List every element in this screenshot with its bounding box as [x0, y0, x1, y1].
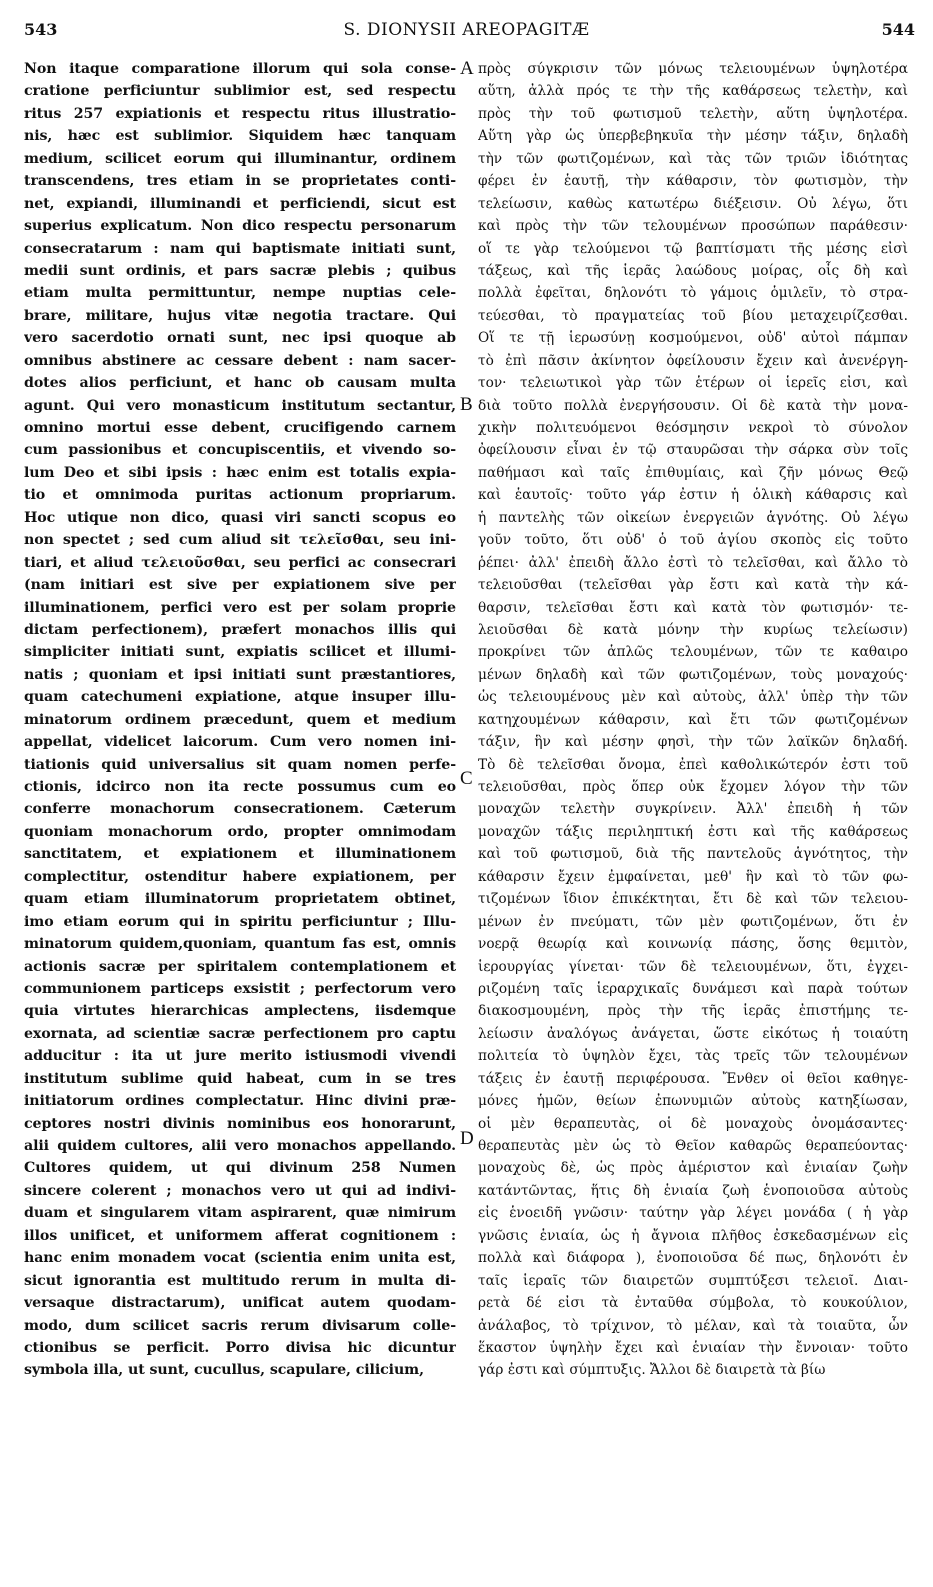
latin-text-line: non spectet ; sed cum aliud sit τελεῖσθαι, seu ini-	[24, 532, 456, 549]
greek-text-line: πολλὰ ἐφεῖται, δηλονότι τὸ γάμοις ὁμιλεῖν, τὸ στρα-	[478, 285, 908, 302]
greek-text-line: διακοσμουμένη, πρὸς τὴν τῆς ἱερᾶς ἐπιστήμης τε-	[478, 1003, 908, 1020]
latin-text-line: tiationis quid universalius sit quam nomen perfe-	[24, 756, 456, 773]
latin-text-line: actionis sacræ per spiritalem contemplationem et	[24, 958, 456, 975]
greek-text-line: χικὴν πολιτευόμενοι θεόσμησιν νεκροὶ τὸ σύνολον	[478, 420, 908, 436]
greek-text-line: θαρσιν, τελεῖσθαι ἔστι καὶ κατὰ τὸν φωτισμόν· τε-	[478, 599, 908, 616]
latin-text-line: cratione perficiuntur sublimior est, sed respectu	[24, 83, 456, 100]
greek-text-line: ῥέπει· ἀλλ' ἐπειδὴ ἄλλο ἐστὶ τὸ τελεῖσθαι, καὶ ἄλλο τὸ	[478, 554, 908, 571]
latin-text-line: initiatorum ordines complectatur. Hinc divini præ-	[24, 1093, 456, 1110]
greek-text-line: τον· τελειωτικοὶ γὰρ τῶν ἑτέρων οἱ ἱερεῖς εἰσι, καὶ	[478, 375, 908, 392]
greek-text-line: τελειοῦσθαι, πρὸς ὅπερ οὐκ ἔχομεν λόγον τὴν τῶν	[478, 779, 908, 795]
latin-text-line: simpliciter initiati sunt, expiatis scilicet et illumi-	[24, 644, 456, 661]
greek-text-line: μόνες ἡμῶν, θείων ἐπωνυμιῶν αὐτοὺς κατηξίωσαν,	[478, 1093, 908, 1110]
greek-text-line: ἀνάλαβος, τὸ τρίχινον, τὸ μέλαν, καὶ τὰ τοιαῦτα, ὧν	[478, 1317, 908, 1334]
greek-text-line: καὶ ἑαυτοῖς· τοῦτο γάρ ἐστιν ἡ ὁλικὴ κάθαρσις καὶ	[478, 487, 908, 504]
latin-text-line: (nam initiari est sive per expiationem sive per	[24, 577, 456, 594]
latin-text-line: quam etiam illuminatorum proprietatem obtinet,	[24, 891, 456, 908]
greek-text-line: κατάντῶντας, ἥτις δὴ ἑνιαία ζωὴ ἑνοποιοῦσα αὐτοὺς	[478, 1182, 908, 1199]
greek-text-line: πολλὰ καὶ διάφορα ), ἑνοποιοῦσα δέ πως, δηλονότι ἐν	[478, 1250, 908, 1267]
latin-text-line: hanc enim monadem vocat (scientia enim unita est,	[24, 1250, 456, 1267]
greek-text-line: καὶ πρὸς τὴν τῶν τελουμένων προσώπων παράθεσιν·	[478, 218, 908, 235]
latin-text-line: omnino mortui esse debent, crucifigendo carnem	[24, 420, 456, 436]
page-number-right: 544	[881, 20, 915, 39]
greek-text-line: γνῶσις ἑνιαία, ὡς ἡ ἄγνοια πλῆθος ἐσκεδασμένων εἰς	[478, 1227, 908, 1244]
latin-text-line: sicut ignorantia est multitudo rerum in multa di-	[24, 1272, 456, 1289]
greek-text-line: τελειοῦσθαι (τελεῖσθαι γὰρ ἔστι καὶ κατὰ τὴν κά-	[478, 577, 908, 594]
greek-text-line: παθήμασι καὶ ταῖς ἐπιθυμίαις, καὶ ζῆν μόνως Θεῷ	[478, 464, 908, 481]
greek-text-line: μοναχῶν τελετὴν συγκρίνειν. Ἀλλ' ἐπειδὴ ἡ τῶν	[478, 801, 908, 818]
latin-text-line: cum passionibus et concupiscentiis, et vivendo so-	[24, 442, 456, 459]
latin-text-line: dictam perfectionem), præfert monachos illis qui	[24, 621, 456, 638]
greek-text-line: μένων δηλαδὴ καὶ τῶν φωτιζομένων, τοὺς μοναχούς·	[478, 666, 908, 683]
margin-mark-d: D	[460, 1128, 474, 1149]
latin-text-line: modo, dum scilicet sacris rerum divisarum colle-	[24, 1317, 456, 1334]
latin-text-line: sanctitatem, et expiationem et illuminationem	[24, 846, 456, 863]
latin-text-line: complectitur, ostenditur habere expiationem, per	[24, 868, 456, 885]
latin-text-line: adducitur : ita ut jure merito istiusmodi vivendi	[24, 1048, 456, 1065]
greek-text-line: οἵ τε γὰρ τελούμενοι τῷ βαπτίσματι τῆς μέσης εἰσὶ	[478, 240, 908, 257]
latin-text-line: Non itaque comparatione illorum qui sola conse-	[24, 61, 456, 77]
greek-text-line: μοναχοὺς δὲ, ὡς πρὸς ἀμέριστον καὶ ἑνιαίαν ζωὴν	[478, 1160, 908, 1177]
greek-text-line: τελείωσιν, καθὼς κατωτέρω διέξεισιν. Οὐ λέγω, ὅτι	[478, 195, 908, 212]
greek-text-line: γοῦν τοῦτο, ὅτι οὐδ' ὁ τοῦ ἁγίου σκοπὸς εἰς τοῦτο	[478, 532, 908, 549]
latin-column	[24, 58, 456, 1382]
latin-text-line: quoniam monachorum ordo, propter omnimodam	[24, 823, 456, 840]
latin-text-line: lum Deo et sibi ipsis : hæc enim est totalis expia-	[24, 464, 456, 481]
greek-text-line: καὶ τοῦ φωτισμοῦ, διὰ τῆς παντελοῦς ἁγνότητος, τὴν	[478, 846, 908, 863]
page-number-left: 543	[24, 20, 58, 39]
latin-text-line: sincere colerent ; monachos vero ut qui ad indivi-	[24, 1182, 456, 1199]
latin-text-line: illos unificet, et uniformem afferat cognitionem :	[24, 1227, 456, 1244]
latin-text-line: imo etiam eorum qui in spiritu perficiuntur ; Illu-	[24, 913, 456, 930]
greek-text-line: ὀφείλουσιν εἶναι ἐν τῷ σταυρῶσαι τὴν σάρκα σὺν τοῖς	[478, 442, 908, 459]
greek-text-line: ὡς τελειουμένους μὲν καὶ αὐτοὺς, ἀλλ' ὑπὲρ τὴν τῶν	[478, 689, 908, 706]
latin-text-line: minatorum ordinem præcedunt, quem et medium	[24, 711, 456, 728]
latin-text-line: alii quidem cultores, alii vero monachos appellando.	[24, 1138, 456, 1154]
latin-text-line: appellat, videlicet laicorum. Cum vero nomen ini-	[24, 734, 456, 751]
latin-text-line: communionem particeps exsistit ; perfectorum vero	[24, 980, 456, 997]
latin-text-line: brare, militare, hujus vitæ negotia tractare. Qui	[24, 307, 456, 324]
greek-text-line: ριζομένη ταῖς ἱεραρχικαῖς δυνάμεσι καὶ παρὰ τούτων	[478, 980, 908, 997]
latin-text-line: transcendens, tres etiam in se proprietates conti-	[24, 173, 456, 190]
greek-text-line: γάρ ἐστι καὶ σύμπτυξις. Ἄλλοι δὲ διαιρετὰ τὰ βίω	[478, 1362, 826, 1379]
greek-text-line: τὴν τῶν φωτιζομένων, καὶ τὰς τῶν τριῶν ἰδιότητας	[478, 150, 908, 167]
latin-text-line: net, expiandi, illuminandi et perficiendi, sicut est	[24, 195, 456, 212]
margin-mark-c: C	[460, 768, 473, 789]
latin-text-line: tio et omnimoda puritas actionum propriarum.	[24, 487, 456, 504]
greek-text-line: οἱ μὲν θεραπευτὰς, οἱ δὲ μοναχοὺς ὀνομάσαντες·	[478, 1115, 908, 1132]
greek-text-line: τεύεσθαι, τὸ πραγματείας τοῦ βίου μεταχειρίζεσθαι.	[478, 307, 908, 324]
greek-text-line: τιζομένων ἴδιον ἐπικέκτηται, ἔτι δὲ καὶ τῶν τελειου-	[478, 891, 908, 908]
greek-text-line: θεραπευτὰς μὲν ὡς τὸ Θεῖον καθαρῶς θεραπεύοντας·	[478, 1138, 908, 1154]
greek-text-line: διὰ τοῦτο πολλὰ ἐνεργήσουσιν. Οἱ δὲ κατὰ τὴν μονα-	[478, 397, 908, 414]
latin-text-line: natis ; quoniam et ipsi initiati sunt præstantiores,	[24, 666, 456, 683]
greek-text-line: τάξιν, ἣν καὶ μέσην φησὶ, τὴν τῶν λαϊκῶν δηλαδή.	[478, 734, 908, 751]
margin-mark-a: A	[460, 58, 474, 79]
latin-text-line: institutum sublime quid habeat, cum in se tres	[24, 1070, 456, 1087]
greek-text-line: Οἵ τε τῇ ἱερωσύνῃ κοσμούμενοι, οὐδ' αὐτοὶ πάμπαν	[478, 330, 908, 347]
greek-text-line: μοναχῶν τάξις περιληπτική ἐστι καὶ τῆς καθάρσεως	[478, 823, 908, 840]
greek-text-line: κατηχουμένων κάθαρσιν, καὶ ἔτι τῶν φωτιζομένων	[478, 711, 908, 728]
greek-column	[478, 58, 908, 1382]
greek-text-line: Τὸ δὲ τελεῖσθαι ὄνομα, ἐπεὶ καθολικώτερόν ἐστι τοῦ	[478, 756, 908, 773]
latin-text-line: superius explicatum. Non dico respectu personarum	[24, 218, 456, 235]
greek-text-line: λείωσιν ἀναλόγως ἀνάγεται, ὥστε εἰκότως ἡ τοιαύτη	[478, 1025, 908, 1042]
latin-text-line: nis, hæc est sublimior. Siquidem hæc tanquam	[24, 128, 456, 145]
latin-text-line: tiari, et aliud τελειοῦσθαι, seu perfici ac consecrari	[24, 554, 456, 571]
latin-text-line: etiam multa permittuntur, nempe nuptias cele-	[24, 285, 456, 302]
greek-text-line: μένων ἐν πνεύματι, τῶν μὲν φωτιζομένων, ὅτι ἐν	[478, 913, 908, 930]
latin-text-line: medium, scilicet eorum qui illuminantur, ordinem	[24, 150, 456, 167]
latin-text-line: consecratarum : nam qui baptismate initiati sunt,	[24, 240, 456, 257]
greek-text-line: Αὕτη γὰρ ὡς ὑπερβεβηκυῖα τὴν μέσην τάξιν, δηλαδὴ	[478, 128, 908, 145]
greek-text-line: ἱερουργίας γίνεται· τῶν δὲ τελειουμένων, ὅτι, ἐγχει-	[478, 958, 908, 975]
margin-mark-b: B	[460, 394, 473, 415]
greek-text-line: πολιτεία τὸ ὑψηλὸν ἔχει, τὰς τρεῖς τῶν τελουμένων	[478, 1048, 908, 1065]
greek-text-line: προκρίνει τῶν ἁπλῶς τελουμένων, τῶν τε καθαιρο	[478, 644, 908, 661]
latin-text-line: medii sunt ordinis, et pars sacræ plebis ; quibus	[24, 262, 456, 279]
latin-text-line: quam catechumeni expiatione, atque insuper illu-	[24, 689, 456, 706]
latin-text-line: conferre monachorum consecrationem. Cæterum	[24, 801, 456, 818]
greek-text-line: ἡ παντελὴς τῶν οἰκείων ἐνεργειῶν ἁγνότης. Οὐ λέγω	[478, 509, 908, 526]
latin-text-line: vero sacerdotio ornati sunt, nec ipsi quoque ab	[24, 330, 456, 347]
greek-text-line: τάξεως, καὶ τῆς ἱερᾶς λαώδους μοίρας, οἷς δὴ καὶ	[478, 262, 908, 279]
greek-text-line: ταῖς ἱεραῖς τῶν διαιρετῶν συμπτύξεσι τελειοῖ. Διαι-	[478, 1272, 908, 1289]
greek-text-line: πρὸς σύγκρισιν τῶν μόνως τελειουμένων ὑψηλοτέρα	[478, 61, 908, 77]
greek-text-line: φέρει ἐν ἑαυτῇ, τὴν κάθαρσιν, τὸν φωτισμὸν, τὴν	[478, 173, 908, 190]
latin-text-line: illuminationem, perfici vero est per solam proprie	[24, 599, 456, 616]
latin-text-line: ctionis, idcirco non ita recte possumus cum eo	[24, 779, 456, 795]
latin-text-line: Hoc utique non dico, quasi viri sancti scopus eo	[24, 509, 456, 526]
latin-text-line: quia virtutes hierarchicas amplectens, iisdemque	[24, 1003, 456, 1020]
page-header	[0, 20, 933, 46]
latin-text-line: minatorum quidem,quoniam, quantum fas est, omnis	[24, 936, 456, 953]
latin-text-line: symbola illa, ut sunt, cucullus, scapulare, cilicium,	[24, 1362, 424, 1379]
latin-text-line: ceptores nostri divinis nominibus eos honorarunt,	[24, 1115, 456, 1132]
latin-text-line: exornata, ad scientiæ sacræ perfectionem pro captu	[24, 1025, 456, 1042]
latin-text-line: omnibus abstinere ac cessare debent : nam sacer-	[24, 352, 456, 369]
greek-text-line: ρετὰ δέ εἰσι τὰ ἐνταῦθα σύμβολα, τὸ κουκούλιον,	[478, 1295, 908, 1312]
greek-text-line: τάξεις ἐν ἑαυτῇ περιφέρουσα. Ἔνθεν οἱ θεῖοι καθηγε-	[478, 1070, 908, 1087]
latin-text-line: versaque distractarum), unificat autem quodam-	[24, 1295, 456, 1312]
latin-text-line: dotes alios perficiunt, et hanc ob causam multa	[24, 375, 456, 392]
latin-text-line: Cultores quidem, ut qui divinum 258 Numen	[24, 1160, 456, 1177]
greek-text-line: ἕκαστον ὑψηλὴν ἔχει καὶ ἑνιαίαν τὴν ἔννοιαν· τοῦτο	[478, 1339, 908, 1356]
greek-text-line: λειοῦσθαι δὲ κατὰ μόνην τὴν κυρίως τελείωσιν)	[478, 621, 908, 638]
greek-text-line: αὕτη, ἀλλὰ πρός τε τὴν τῆς καθάρσεως τελετὴν, καὶ	[478, 83, 908, 100]
latin-text-line: duam et singularem vitam aspirarent, quæ nimirum	[24, 1205, 456, 1222]
greek-text-line: νοερᾷ θεωρίᾳ καὶ κοινωνίᾳ πάσης, ὅσης θεμιτὸν,	[478, 936, 908, 953]
running-title: S. DIONYSII AREOPAGITÆ	[343, 20, 590, 40]
greek-text-line: εἰς ἑνοειδῆ γνῶσιν· ταύτην γὰρ λέγει μονάδα ( ἡ γὰρ	[478, 1205, 908, 1222]
greek-text-line: τὸ ἐπὶ πᾶσιν ἀκίνητον ὀφείλουσιν ἔχειν καὶ ἀνενέργη-	[478, 352, 908, 369]
greek-text-line: πρὸς τὴν τοῦ φωτισμοῦ τελετὴν, αὕτη ὑψηλοτέρα.	[478, 105, 908, 122]
greek-text-line: κάθαρσιν ἔχειν ἐμφαίνεται, μεθ' ἣν καὶ τὸ τῶν φω-	[478, 868, 908, 885]
latin-text-line: ritus 257 expiationis et respectu ritus illustratio-	[24, 105, 456, 122]
latin-text-line: agunt. Qui vero monasticum institutum sectantur,	[24, 397, 456, 414]
latin-text-line: ctionibus se perficit. Porro divisa hic dicuntur	[24, 1339, 456, 1356]
